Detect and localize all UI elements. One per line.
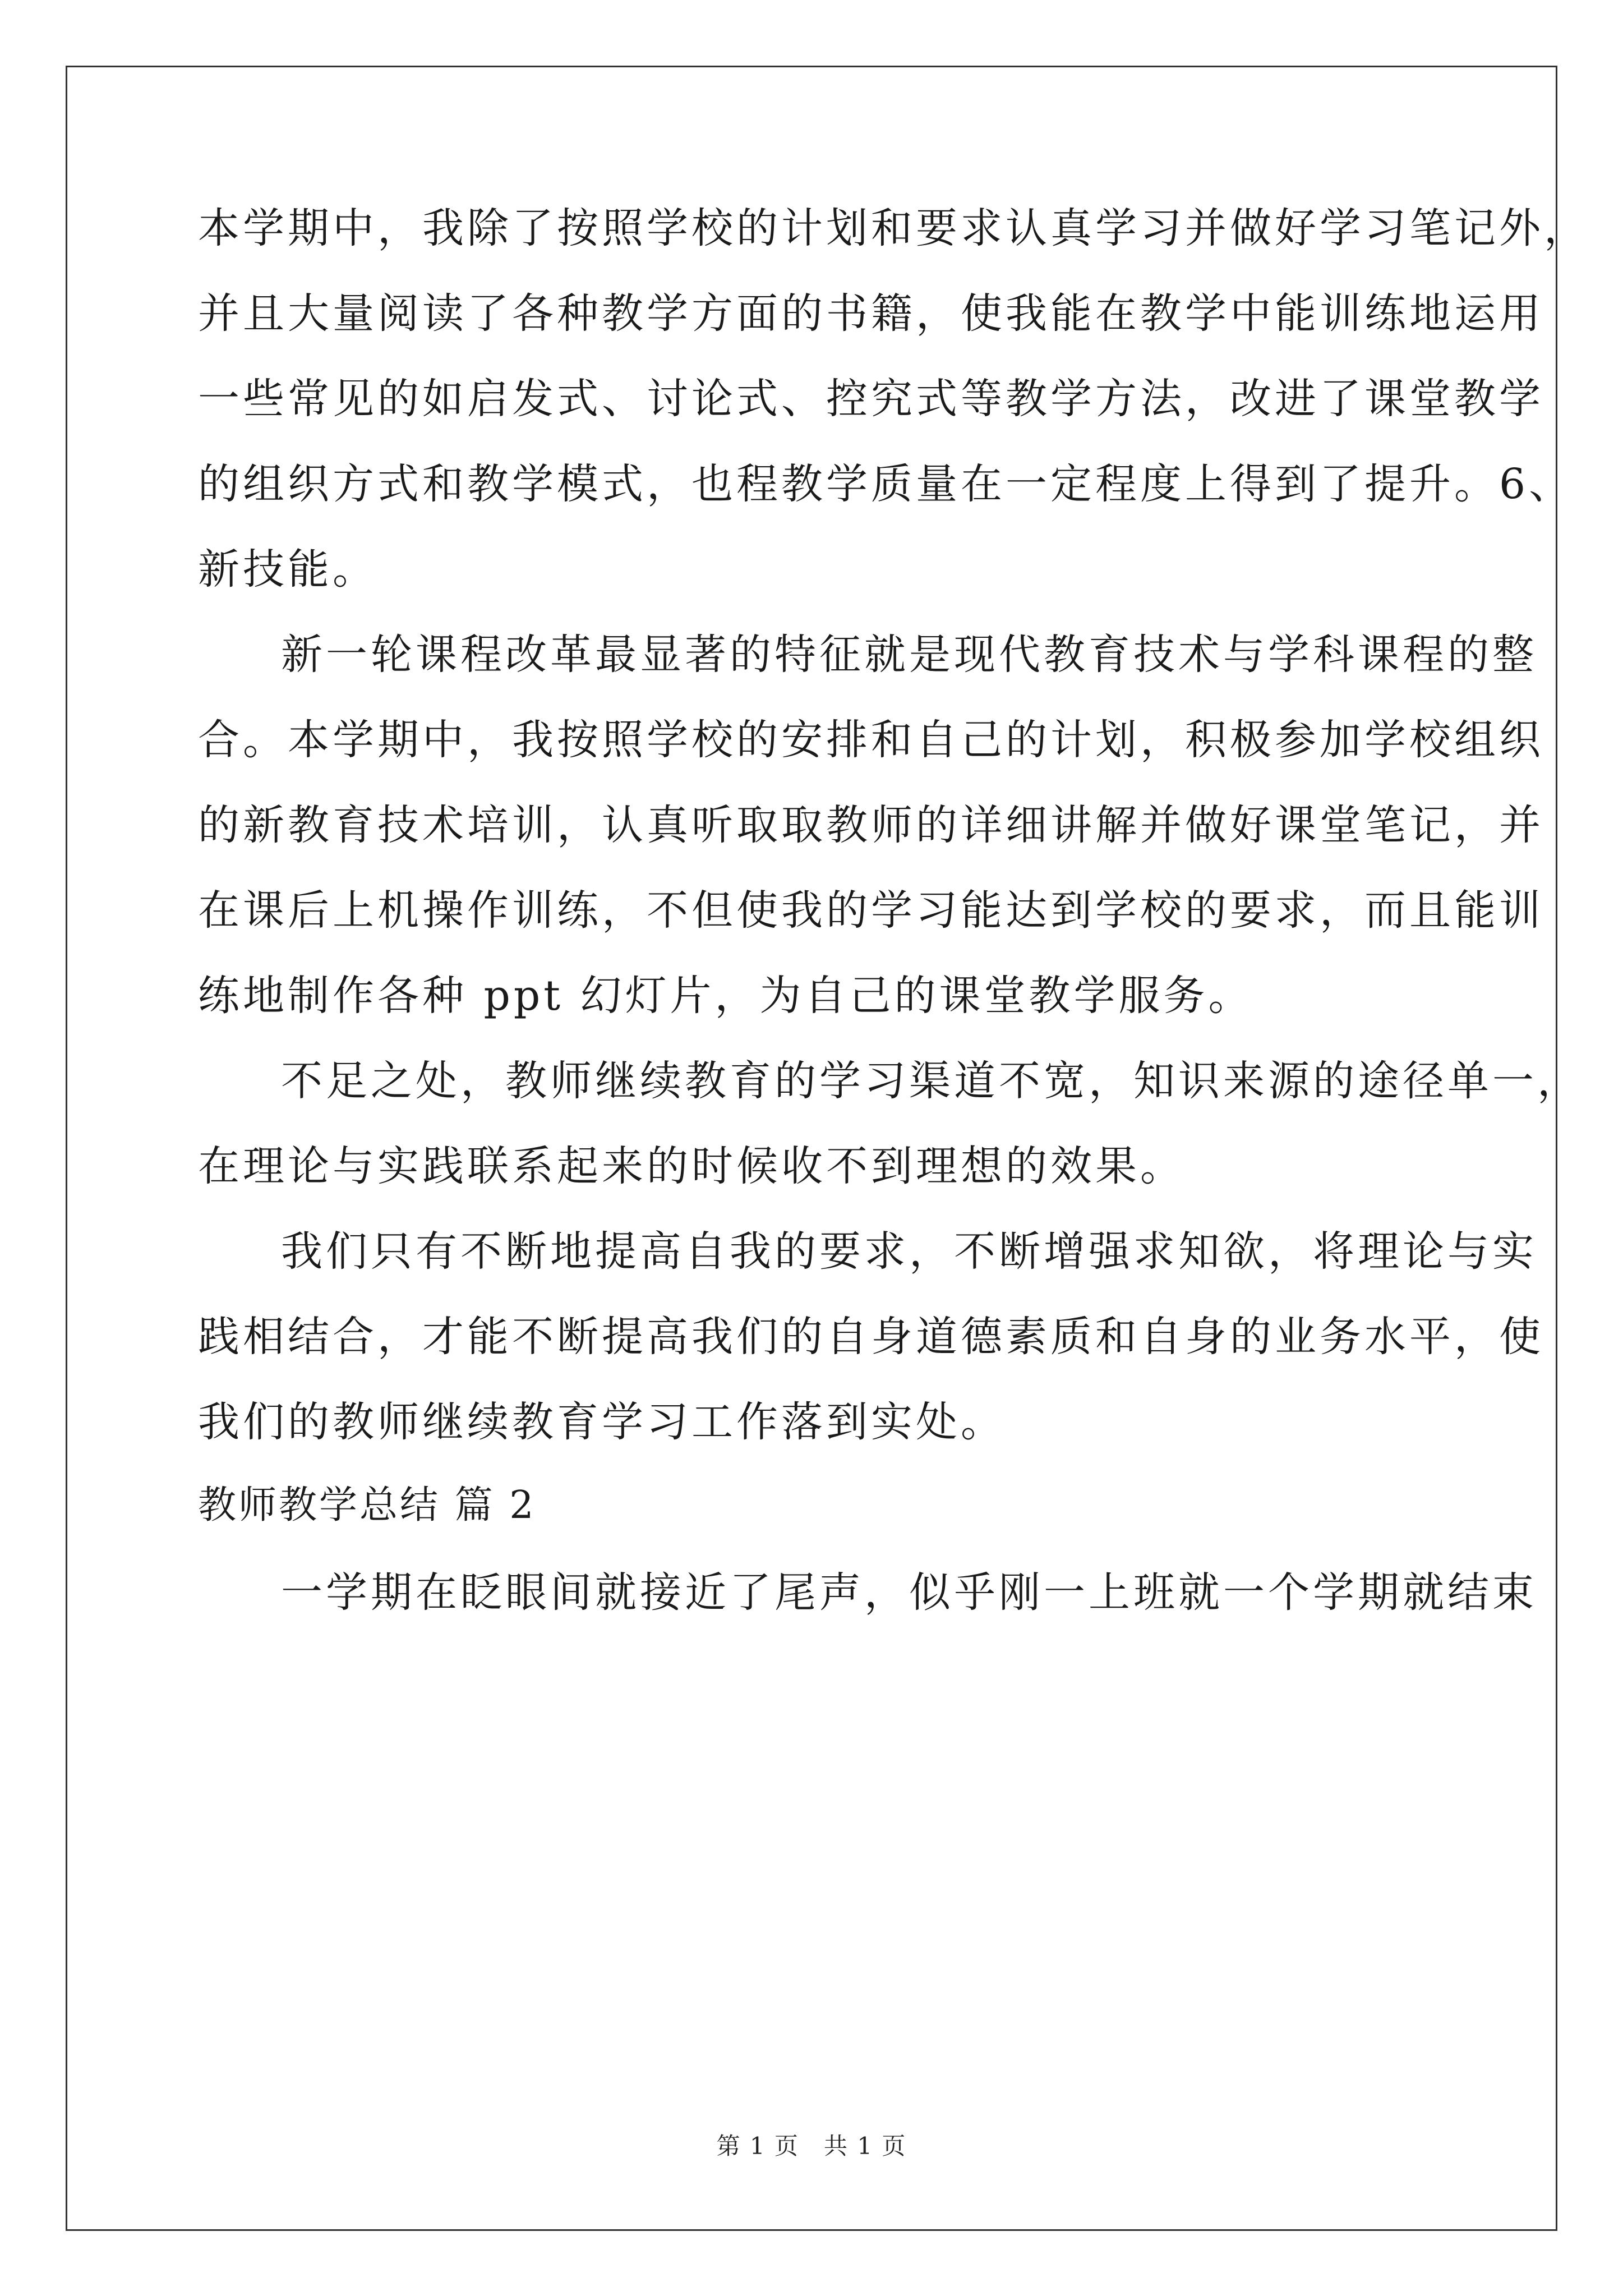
text-line: 我们只有不断地提高自我的要求，不断增强求知欲，将理论与实	[281, 1227, 1537, 1276]
text-line: 一些常见的如启发式、讨论式、控究式等教学方法，改进了课堂教学	[198, 375, 1544, 423]
text-line: 练地制作各种 ppt 幻灯片，为自己的课堂教学服务。	[198, 972, 1253, 1020]
text-line: 新一轮课程改革最显著的特征就是现代教育技术与学科课程的整	[281, 631, 1537, 679]
text-line: 合。本学期中，我按照学校的安排和自己的计划，积极参加学校组织	[198, 716, 1544, 764]
page-number-footer: 第 1 页 共 1 页	[716, 2132, 907, 2160]
text-line: 在理论与实践联系起来的时候收不到理想的效果。	[198, 1142, 1185, 1190]
text-line: 不足之处，教师继续教育的学习渠道不宽，知识来源的途径单一，	[281, 1057, 1582, 1105]
text-line: 新技能。	[198, 545, 377, 593]
text-line: 的组织方式和教学模式，也程教学质量在一定程度上得到了提升。6、	[198, 460, 1574, 508]
text-line: 一学期在眨眼间就接近了尾声，似乎刚一上班就一个学期就结束	[281, 1568, 1537, 1617]
text-line: 我们的教师继续教育学习工作落到实处。	[198, 1398, 1006, 1446]
text-line: 在课后上机操作训练，不但使我的学习能达到学校的要求，而且能训	[198, 886, 1544, 935]
text-line: 践相结合，才能不断提高我们的自身道德素质和自身的业务水平，使	[198, 1313, 1544, 1361]
text-line: 本学期中，我除了按照学校的计划和要求认真学习并做好学习笔记外，	[198, 204, 1589, 252]
section-heading: 教师教学总结 篇 2	[198, 1483, 536, 1527]
text-line: 并且大量阅读了各种教学方面的书籍，使我能在教学中能训练地运用	[198, 289, 1544, 338]
text-line: 的新教育技术培训，认真听取取教师的详细讲解并做好课堂笔记，并	[198, 801, 1544, 849]
